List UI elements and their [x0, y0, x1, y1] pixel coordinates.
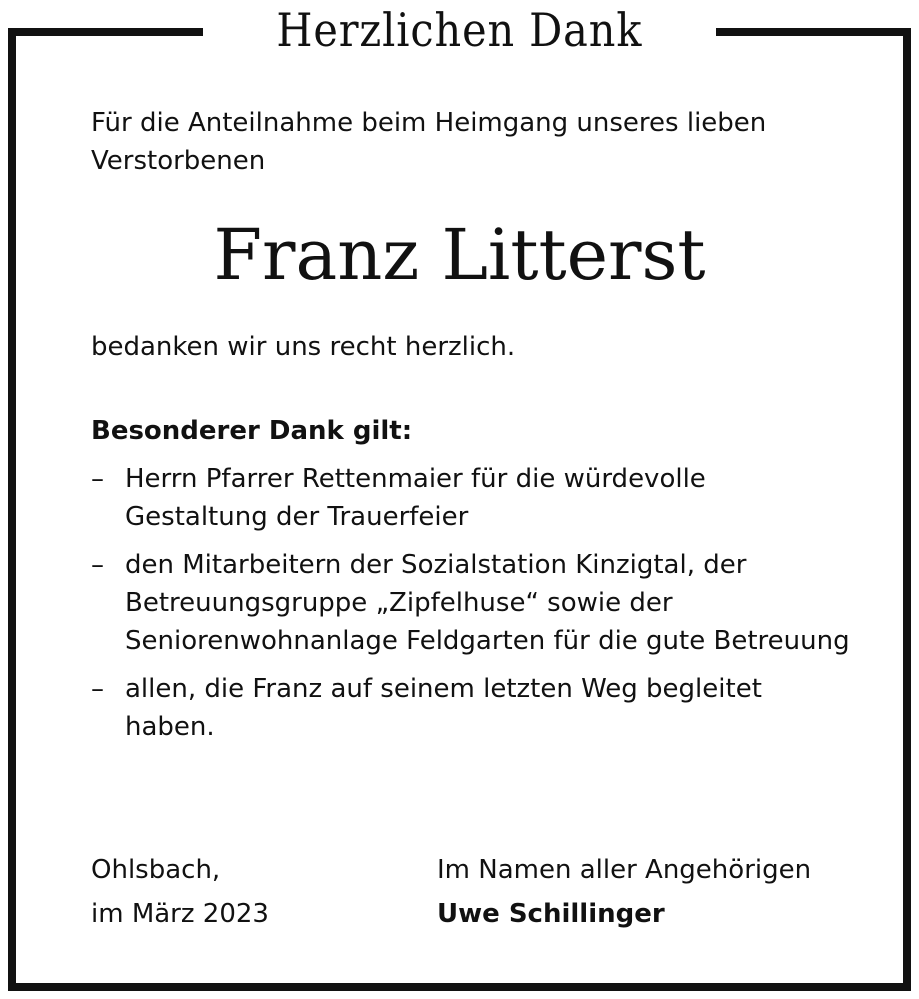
notice-title: Herzlichen Dank: [276, 3, 643, 57]
signature-block: [437, 848, 811, 936]
list-item: [91, 546, 851, 660]
list-item-text: allen, die Franz auf seinem letzten Weg begleitet haben.: [125, 674, 762, 742]
thanks-text: bedanken wir uns recht herzlich.: [91, 332, 516, 362]
list-item: [91, 460, 851, 536]
deceased-name: Franz Litterst: [213, 214, 706, 296]
list-item: [91, 670, 851, 746]
dash-bullet: –: [91, 674, 104, 704]
special-thanks-list: [91, 460, 851, 756]
list-item-text: den Mitarbeitern der Sozialstation Kinzigtal, der Betreuungsgruppe „Zipfelhuse“ sowie der Seniorenwohnanlage Feldgarten für die gute Betreuung: [125, 550, 850, 656]
signatory-name: Uwe Schillinger: [437, 899, 665, 929]
dash-bullet: –: [91, 550, 104, 580]
date-text: im März 2023: [91, 899, 269, 929]
place-text: Ohlsbach,: [91, 855, 221, 885]
list-item-text: Herrn Pfarrer Rettenmaier für die würdevolle Gestaltung der Trauerfeier: [125, 464, 706, 532]
on-behalf-text: Im Namen aller Angehörigen: [437, 855, 812, 885]
dash-bullet: –: [91, 464, 104, 494]
special-thanks-heading: Besonderer Dank gilt:: [91, 416, 413, 446]
intro-text: Für die Anteilnahme beim Heimgang unseres lieben Verstorbenen: [91, 108, 767, 176]
title-banner: [203, 0, 716, 60]
place-date-block: [91, 848, 269, 936]
